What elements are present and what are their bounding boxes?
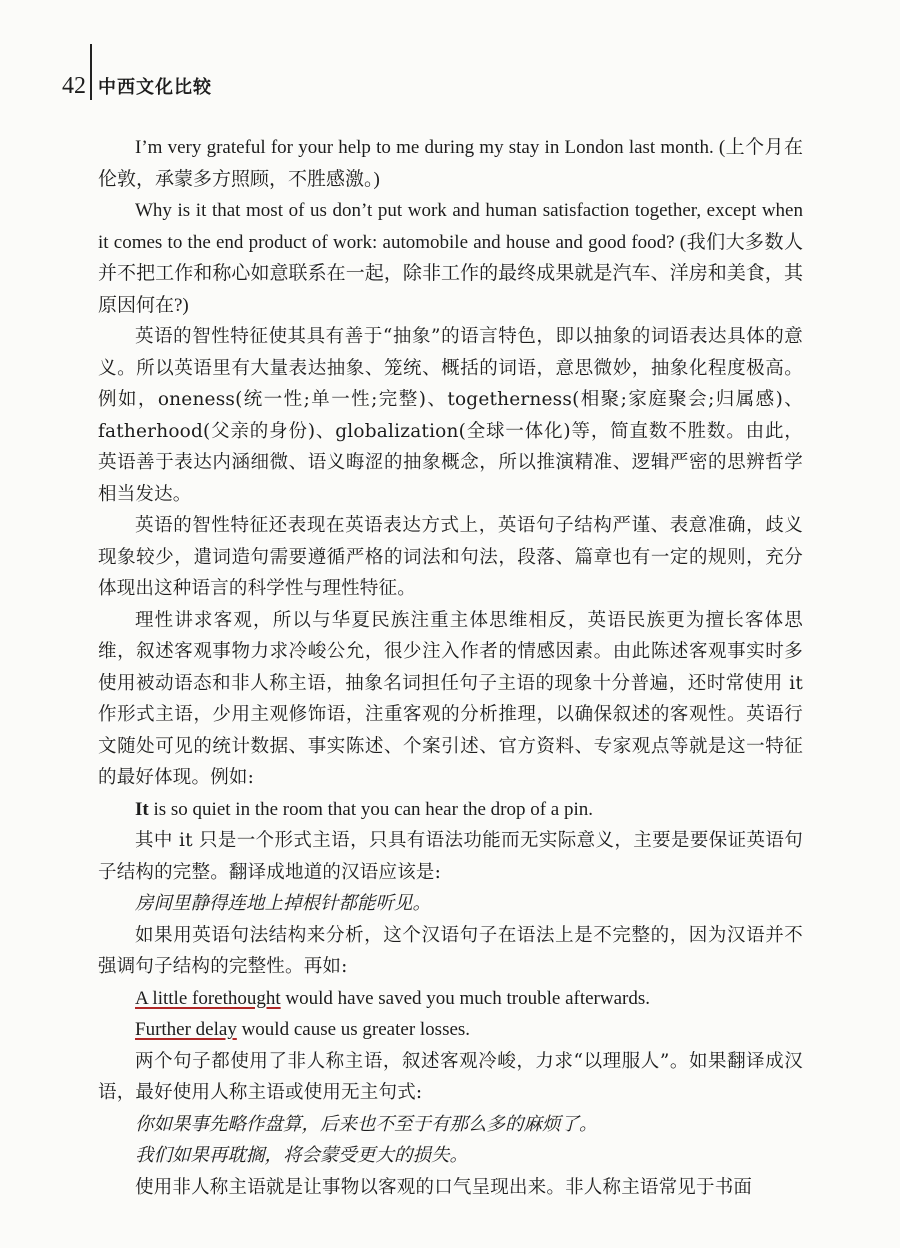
- paragraph: 如果用英语句法结构来分析，这个汉语句子在语法上是不完整的，因为汉语并不强调句子结构的完整性。再如:: [98, 924, 803, 977]
- example-sentence: [98, 1014, 803, 1046]
- translation-sentence: 你如果事先略作盘算，后来也不至于有那么多的麻烦了。: [135, 1113, 598, 1135]
- underlined-subject: Further delay: [135, 1019, 237, 1040]
- translation-sentence: 我们如果再耽搁，将会蒙受更大的损失。: [135, 1145, 469, 1166]
- page-body: [98, 132, 803, 1203]
- paragraph: 英语的智性特征使其具有善于“抽象”的语言特色，即以抽象的词语表达具体的意义。所以英语里有大量表达抽象、笼统、概括的词语，意思微妙，抽象化程度极高。例如，oneness(统一性;单一性;完整)、togetherness(相聚;家庭聚会;归属感)、fatherhood(父亲的身份)、globalization(全球一体化)等，简直数不胜数。由此，英语善于表达内涵细微、语义晦涩的抽象概念，所以推演精准、逻辑严密的思辨哲学相当发达。: [98, 326, 803, 505]
- paragraph: 理性讲求客观，所以与华夏民族注重主体思维相反，英语民族更为擅长客体思维，叙述客观事物力求冷峻公允，很少注入作者的情感因素。由此陈述客观事实时多使用被动语态和非人称主语，抽象名词担任句子主语的现象十分普遍，还时常使用 it 作形式主语，少用主观修饰语，注重客观的分析推理，以确保叙述的客观性。英语行文随处可见的统计数据、事实陈述、个案引述、官方资料、专家观点等就是这一特征的最好体现。例如:: [98, 609, 803, 788]
- paragraph: 两个句子都使用了非人称主语，叙述客观冷峻，力求“以理服人”。如果翻译成汉语，最好使用人称主语或使用无主句式:: [98, 1050, 803, 1103]
- paragraph: 其中 it 只是一个形式主语，只具有语法功能而无实际意义，主要是要保证英语句子结构的完整。翻译成地道的汉语应该是:: [98, 830, 803, 883]
- example-sentence: [98, 794, 803, 826]
- example-sentence: [98, 983, 803, 1015]
- example-text: would cause us greater losses.: [236, 1019, 471, 1040]
- header-divider: [90, 44, 92, 100]
- paragraph: Why is it that most of us don’t put work and human satisfaction together, except when it comes to the end product of work: automobile and house and good food? (我们大多数人并不把工作和称心如意联系在一起，除非工作的最终成果就是汽车、洋房和美食，其原因何在?): [98, 200, 803, 316]
- running-header: [62, 70, 212, 102]
- underlined-subject: A little forethought: [135, 987, 281, 1009]
- example-text: would have saved you much trouble afterwards.: [280, 987, 650, 1009]
- translation-sentence: 房间里静得连地上掉根针都能听见。: [135, 893, 432, 914]
- bold-subject: It: [135, 798, 149, 820]
- page-number: 42: [62, 72, 86, 99]
- paragraph: 英语的智性特征还表现在英语表达方式上，英语句子结构严谨、表意准确，歧义现象较少，遣词造句需要遵循严格的词法和句法，段落、篇章也有一定的规则，充分体现出这种语言的科学性与理性特征。: [98, 515, 803, 599]
- example-text: is so quiet in the room that you can hear the drop of a pin.: [148, 798, 594, 820]
- paragraph: 使用非人称主语就是让事物以客观的口气呈现出来。非人称主语常见于书面: [135, 1176, 753, 1198]
- book-title: 中西文化比较: [98, 77, 212, 98]
- paragraph: I’m very grateful for your help to me during my stay in London last month. (上个月在伦敦，承蒙多方照顾，不胜感激。): [98, 137, 803, 190]
